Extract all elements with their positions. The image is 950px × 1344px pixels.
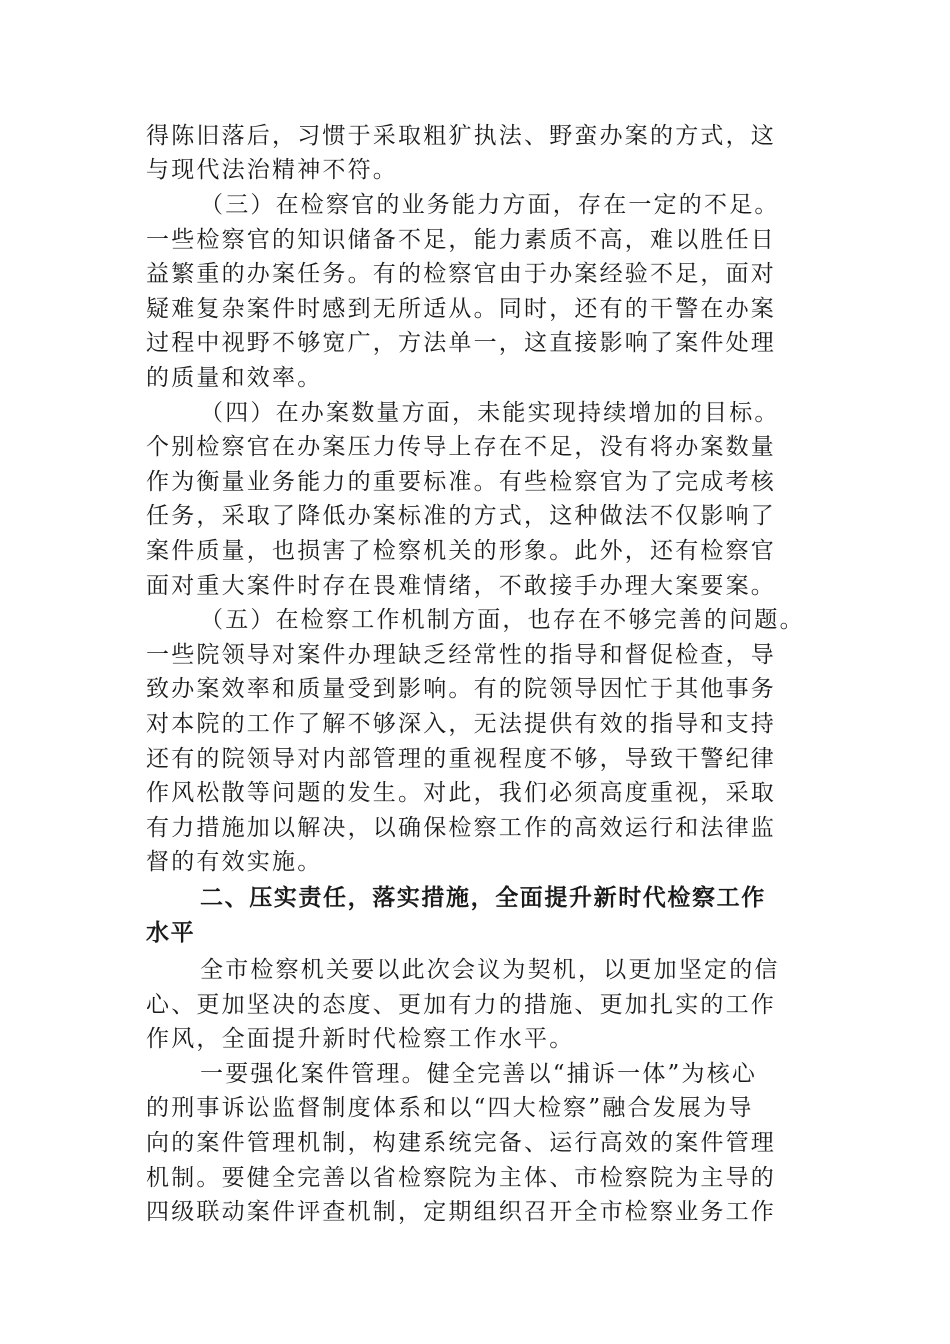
text-line: 督的有效实施。 [146, 849, 323, 875]
text-line: 机制。要健全完善以省检察院为主体、市检察院为主导的 [146, 1165, 776, 1191]
text-line: 致办案效率和质量受到影响。有的院领导因忙于其他事务 [146, 676, 776, 702]
text-line: 益繁重的办案任务。有的检察官由于办案经验不足，面对 [146, 261, 776, 287]
text-line: 任务，采取了降低办案标准的方式，这种做法不仅影响了 [146, 503, 776, 529]
section-heading: 水平 [146, 920, 196, 946]
section-heading: 二、压实责任，落实措施，全面提升新时代检察工作 [200, 885, 766, 911]
text-line: 过程中视野不够宽广，方法单一，这直接影响了案件处理 [146, 330, 776, 356]
text-line: 作为衡量业务能力的重要标准。有些检察官为了完成考核 [146, 469, 776, 495]
text-line: 心、更加坚决的态度、更加有力的措施、更加扎实的工作 [146, 992, 776, 1018]
text-line: 还有的院领导对内部管理的重视程度不够，导致干警纪律 [146, 746, 776, 772]
text-line: 面对重大案件时存在畏难情绪，不敢接手办理大案要案。 [146, 573, 776, 599]
text-line: 的质量和效率。 [146, 365, 323, 391]
paragraph-start: 全市检察机关要以此次会议为契机，以更加坚定的信 [200, 957, 780, 983]
text-line: 向的案件管理机制，构建系统完备、运行高效的案件管理 [146, 1130, 776, 1156]
paragraph-start: （三）在检察官的业务能力方面，存在一定的不足。 [200, 192, 780, 218]
text-line: 疑难复杂案件时感到无所适从。同时，还有的干警在办案 [146, 296, 776, 322]
text-line: 得陈旧落后，习惯于采取粗犷执法、野蛮办案的方式，这 [146, 123, 776, 149]
text-line: 四级联动案件评查机制，定期组织召开全市检察业务工作 [146, 1199, 776, 1225]
paragraph-start: 一要强化案件管理。健全完善以“捕诉一体”为核心 [200, 1061, 758, 1087]
text-line: 案件质量，也损害了检察机关的形象。此外，还有检察官 [146, 538, 776, 564]
text-line: 与现代法治精神不符。 [146, 157, 398, 183]
text-line: 一些院领导对案件办理缺乏经常性的指导和督促检查，导 [146, 642, 776, 668]
text-line: 个别检察官在办案压力传导上存在不足，没有将办案数量 [146, 434, 776, 460]
text-line: 作风松散等问题的发生。对此，我们必须高度重视，采取 [146, 780, 776, 806]
text-line: 对本院的工作了解不够深入，无法提供有效的指导和支持 [146, 711, 776, 737]
text-line: 作风，全面提升新时代检察工作水平。 [146, 1026, 575, 1052]
paragraph-start: （四）在办案数量方面，未能实现持续增加的目标。 [200, 400, 780, 426]
text-line: 的刑事诉讼监督制度体系和以“四大检察”融合发展为导 [146, 1095, 754, 1121]
text-line: 一些检察官的知识储备不足，能力素质不高，难以胜任日 [146, 227, 776, 253]
paragraph-start: （五）在检察工作机制方面，也存在不够完善的问题。 [200, 607, 805, 633]
text-line: 有力措施加以解决，以确保检察工作的高效运行和法律监 [146, 815, 776, 841]
